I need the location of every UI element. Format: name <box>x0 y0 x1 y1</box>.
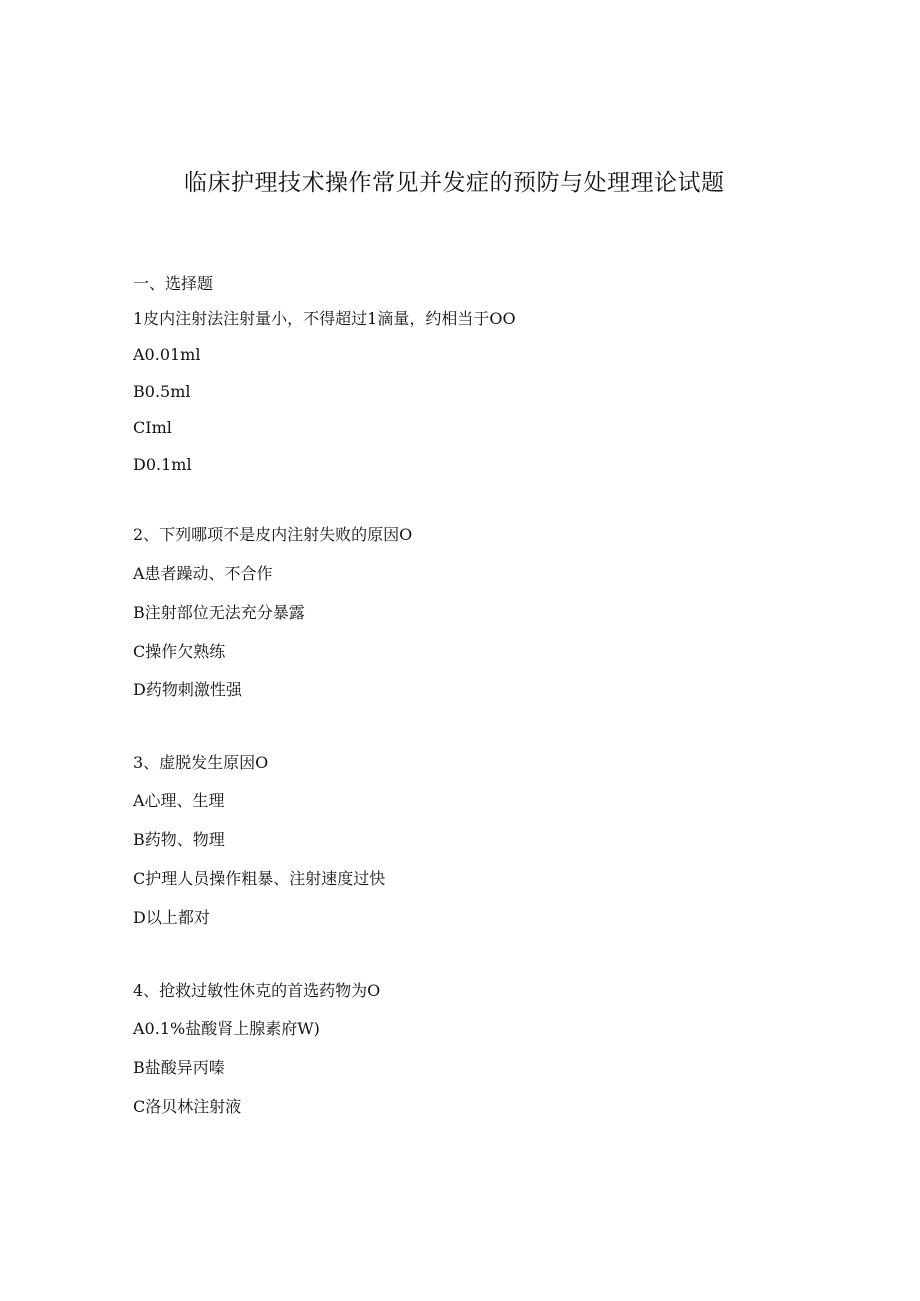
question-4-stem: 4、抢救过敏性休克的首选药物为O <box>133 981 381 1000</box>
question-3-option-d: D以上都对 <box>133 908 210 927</box>
question-2-option-a: A患者躁动、不合作 <box>133 564 273 583</box>
document-title: 临床护理技术操作常见并发症的预防与处理理论试题 <box>184 170 725 196</box>
question-4-option-c: C洛贝林注射液 <box>133 1097 242 1116</box>
question-3-option-c: C护理人员操作粗暴、注射速度过快 <box>133 869 386 888</box>
question-4-option-b: B盐酸异丙嗪 <box>133 1058 225 1077</box>
question-1-option-b: B0.5ml <box>133 382 191 401</box>
question-3-option-a: A心理、生理 <box>133 791 225 810</box>
question-3-option-b: B药物、物理 <box>133 830 225 849</box>
question-3-stem: 3、虚脱发生原因O <box>133 753 269 772</box>
question-1-option-c: CIml <box>133 418 172 437</box>
question-4-option-a: A0.1%盐酸肾上腺素府W) <box>133 1019 320 1038</box>
question-1-option-d: D0.1ml <box>133 455 192 474</box>
question-2-option-b: B注射部位无法充分暴露 <box>133 603 305 622</box>
section-heading: 一、选择题 <box>133 274 214 293</box>
question-2-option-c: C操作欠熟练 <box>133 642 226 661</box>
question-2-stem: 2、下列哪项不是皮内注射失败的原因O <box>133 525 413 544</box>
question-2-option-d: D药物刺激性强 <box>133 680 242 699</box>
question-1-stem: 1皮内注射法注射量小，不得超过1滴量，约相当于OO <box>133 309 516 328</box>
question-1-option-a: A0.01ml <box>133 345 201 364</box>
